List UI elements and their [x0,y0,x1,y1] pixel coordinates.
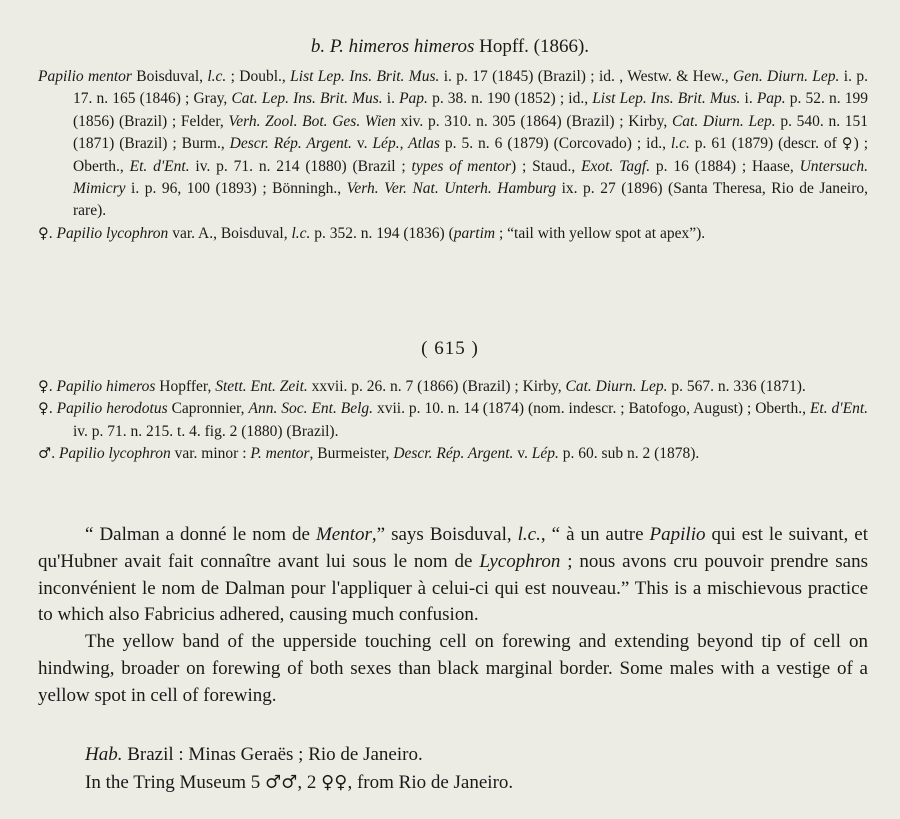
synonymy-block-2 [38,376,868,466]
heading-taxon: b. P. himeros himeros [310,36,475,57]
heading-author: Hopff. (1866). [479,36,590,57]
synonymy-entry-himeros: ♀. Papilio himeros Hopffer, Stett. Ent. Zeit. xxvii. p. 26. n. 7 (1866) (Brazil) ; Kirby, Cat. Diurn. Lep. p. 567. n. 336 (1871). [38,378,806,395]
body-text [38,522,868,710]
habitat-line: Hab. Brazil : Minas Geraës ; Rio de Janeiro. [85,744,423,765]
page-number: ( 615 ) [421,338,479,359]
tring-museum-line: In the Tring Museum 5 ♂♂, 2 ♀♀, from Rio de Janeiro. [85,772,514,793]
synonymy-entry-lycophron-minor: ♂. Papilio lycophron var. minor : P. mentor, Burmeister, Descr. Rép. Argent. v. Lép. p. 60. sub n. 2 (1878). [38,445,700,463]
female-symbol: ♀ [841,135,854,153]
synonymy-entry-herodotus: ♀. Papilio herodotus Capronnier, Ann. Soc. Ent. Belg. xvii. p. 10. n. 14 (1874) (nom. indescr. ; Batofogo, August) ; Oberth., Et. d'Ent. iv. p. 71. n. 215. t. 4. fig. 2 (1880) (Brazil). [38,400,869,440]
synonymy-entry-mentor: Papilio mentor Boisduval, l.c. ; Doubl., List Lep. Ins. Brit. Mus. i. p. 17 (1845) (Brazil) ; id. , Westw. & Hew., Gen. Diurn. Lep. i. p. 17. n. 165 (1846) ; Gray, Cat. Lep. Ins. Brit. Mus. i. Pap. p. 38. n. 190 (1852) ; id., List Lep. Ins. Brit. Mus. i. Pap. p. 52. n. 199 (1856) (Brazil) ; Felder, Verh. Zool. Bot. Ges. Wien xiv. p. 310. n. 305 (1864) (Brazil) ; Kirby, Cat. Diurn. Lep. p. 540. n. 151 (1871) (Brazil) ; Burm., Descr. Rép. Argent. v. Lép., Atlas p. 5. n. 6 (1879) (Corcovado) ; id., l.c. p. 61 (1879) (descr. of ♀) ; Oberth., Et. d'Ent. iv. p. 71. n. 214 (1880) (Brazil ; types of mentor) ; Staud., Exot. Tagf. p. 16 (1884) ; Haase, Untersuch. Mimicry i. p. 96, 100 (1893) ; Bönningh., Verh. Ver. Nat. Unterh. Hamburg ix. p. 27 (1896) (Santa Theresa, Rio de Janeiro, rare). [38,68,869,220]
synonymy-entry-lycophron-var-a: ♀. Papilio lycophron var. A., Boisduval, l.c. p. 352. n. 194 (1836) (partim ; “tail with yellow spot at apex”). [38,224,706,242]
description-paragraph: The yellow band of the upperside touching cell on forewing and extending beyond tip of cell on hindwing, broader on forewing of both sexes than black marginal border. Some males with a vestige of a yellow spot in cell of forewing. [38,631,868,706]
synonymy-block-1 [38,66,868,245]
female-symbol: ♀ [38,400,49,418]
female-symbol: ♀ [38,378,49,395]
subspecies-heading [0,36,900,58]
male-symbols: ♂♂ [265,772,298,793]
quote-paragraph: “ Dalman a donné le nom de Mentor,” says Boisduval, l.c., “ à un autre Papilio qui est le suivant, et qu'Hubner avait fait connaître avant lui sous le nom de Lycophron ; nous avons cru pouvoir prendre sans inconvénient le nom de Dalman pour l'appliquer à celui-ci qui est nouveau.” This is a mischievous practice to which also Fabricius adhered, causing much confusion. [38,524,869,626]
male-symbol: ♂ [38,445,52,463]
female-symbol: ♀ [38,224,49,242]
female-symbols: ♀♀ [321,772,348,793]
